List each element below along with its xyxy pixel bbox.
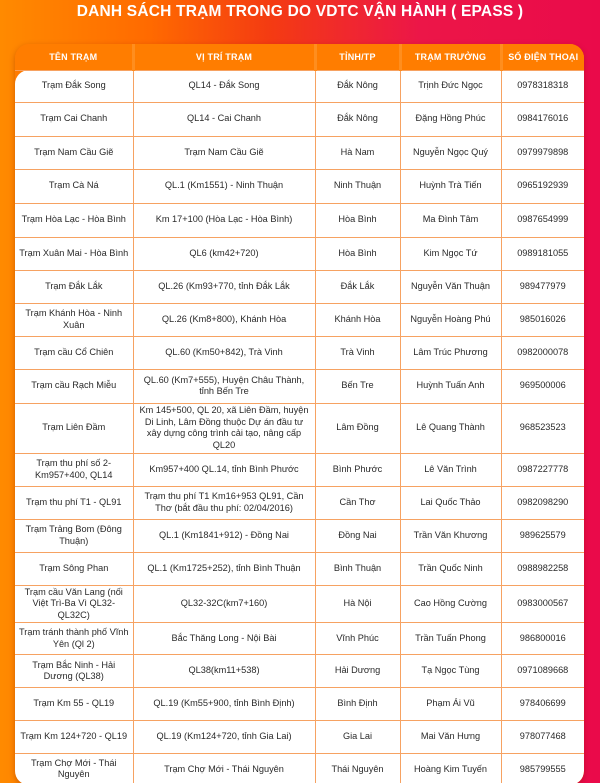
station-location: QL32-32C(km7+160) (133, 585, 315, 623)
table-row (15, 403, 584, 453)
table-row (15, 70, 584, 102)
table-row (15, 688, 584, 721)
station-location: QL.26 (Km93+770, tỉnh Đắk Lắk (133, 270, 315, 303)
station-phone: 0988982258 (501, 552, 584, 585)
station-manager: Đặng Hồng Phúc (400, 102, 501, 136)
station-location: QL.60 (Km50+842), Trà Vinh (133, 336, 315, 369)
table-row (15, 552, 584, 585)
station-phone: 0987227778 (501, 453, 584, 486)
station-province: Ninh Thuận (315, 169, 400, 203)
station-location: QL.19 (Km124+720, tỉnh Gia Lai) (133, 721, 315, 754)
table-row (15, 655, 584, 688)
station-manager: Cao Hồng Cường (400, 585, 501, 623)
station-name: Trạm thu phí số 2-Km957+400, QL14 (15, 453, 133, 486)
station-province: Gia Lai (315, 721, 400, 754)
station-name: Trạm Cai Chanh (15, 102, 133, 136)
station-manager: Trịnh Đức Ngọc (400, 70, 501, 102)
station-province: Vĩnh Phúc (315, 623, 400, 655)
station-table (15, 44, 584, 783)
station-name: Trạm Khánh Hòa - Ninh Xuân (15, 303, 133, 336)
station-name: Trạm thu phí T1 - QL91 (15, 486, 133, 519)
table-row (15, 754, 584, 783)
station-province: Đắk Lắk (315, 270, 400, 303)
table-row (15, 721, 584, 754)
station-name: Trạm Bắc Ninh - Hải Dương (QL38) (15, 655, 133, 688)
station-name: Trạm Nam Cầu Giẽ (15, 136, 133, 169)
station-location: QL.26 (Km8+800), Khánh Hòa (133, 303, 315, 336)
station-manager: Lâm Trúc Phương (400, 336, 501, 369)
station-province: Hà Nam (315, 136, 400, 169)
station-name: Trạm Km 55 - QL19 (15, 688, 133, 721)
station-province: Cần Thơ (315, 486, 400, 519)
table-row (15, 453, 584, 486)
station-location: QL14 - Đắk Song (133, 70, 315, 102)
station-name: Trạm cầu Văn Lang (nối Việt Trì-Ba Vì QL32-QL32C) (15, 585, 133, 623)
station-name: Trạm cầu Rạch Miễu (15, 369, 133, 403)
station-province: Hòa Bình (315, 203, 400, 237)
table-row (15, 369, 584, 403)
station-phone: 986800016 (501, 623, 584, 655)
station-name: Trạm Đắk Song (15, 70, 133, 102)
station-phone: 0965192939 (501, 169, 584, 203)
station-location: QL14 - Cai Chanh (133, 102, 315, 136)
column-header-province: TỈNH/TP (315, 44, 400, 70)
station-phone: 968523523 (501, 403, 584, 453)
station-name: Trạm cầu Cổ Chiên (15, 336, 133, 369)
station-name: Trạm Xuân Mai - Hòa Bình (15, 237, 133, 270)
station-location: Trạm thu phí T1 Km16+953 QL91, Cần Thơ (bắt đầu thu phí: 02/04/2016) (133, 486, 315, 519)
station-province: Đắk Nông (315, 102, 400, 136)
station-phone: 0971089668 (501, 655, 584, 688)
station-name: Trạm tránh thành phố Vĩnh Yên (Ql 2) (15, 623, 133, 655)
station-phone: 0978318318 (501, 70, 584, 102)
station-location: QL6 (km42+720) (133, 237, 315, 270)
station-province: Bình Định (315, 688, 400, 721)
station-phone: 0987654999 (501, 203, 584, 237)
station-province: Bình Phước (315, 453, 400, 486)
station-location: QL38(km11+538) (133, 655, 315, 688)
table-row (15, 585, 584, 623)
station-location: QL.1 (Km1725+252), tỉnh Bình Thuận (133, 552, 315, 585)
station-phone: 985016026 (501, 303, 584, 336)
station-name: Trạm Liên Đầm (15, 403, 133, 453)
station-province: Thái Nguyên (315, 754, 400, 783)
station-location: Km 145+500, QL 20, xã Liên Đầm, huyện Di Linh, Lâm Đồng thuộc Dự án đầu tư xây dựng công trình cải tạo, nâng cấp QL20 (133, 403, 315, 453)
station-manager: Huỳnh Tuấn Anh (400, 369, 501, 403)
column-header-manager: TRẠM TRƯỞNG (400, 44, 501, 70)
station-phone: 989625579 (501, 519, 584, 552)
station-name: Trạm Đắk Lắk (15, 270, 133, 303)
column-header-station-name: TÊN TRẠM (15, 44, 133, 70)
station-location: Km 17+100 (Hòa Lạc - Hòa Bình) (133, 203, 315, 237)
station-phone: 978077468 (501, 721, 584, 754)
station-province: Hòa Bình (315, 237, 400, 270)
column-header-location: VỊ TRÍ TRẠM (133, 44, 315, 70)
table-row (15, 169, 584, 203)
table-row (15, 303, 584, 336)
table-row (15, 270, 584, 303)
table-row (15, 486, 584, 519)
station-phone: 0982000078 (501, 336, 584, 369)
station-province: Đồng Nai (315, 519, 400, 552)
station-name: Trạm Hòa Lạc - Hòa Bình (15, 203, 133, 237)
station-location: QL.1 (Km1841+912) - Đồng Nai (133, 519, 315, 552)
station-province: Trà Vinh (315, 336, 400, 369)
page-title: DANH SÁCH TRẠM TRONG DO VDTC VẬN HÀNH ( EPASS ) (76, 3, 524, 20)
table-row (15, 203, 584, 237)
station-location: Km957+400 QL.14, tỉnh Bình Phước (133, 453, 315, 486)
station-manager: Ma Đình Tâm (400, 203, 501, 237)
station-province: Bình Thuận (315, 552, 400, 585)
station-manager: Nguyễn Ngọc Quý (400, 136, 501, 169)
station-manager: Lê Văn Trình (400, 453, 501, 486)
station-manager: Nguyễn Hoàng Phú (400, 303, 501, 336)
station-phone: 969500006 (501, 369, 584, 403)
station-phone: 0979979898 (501, 136, 584, 169)
station-manager: Trần Quốc Ninh (400, 552, 501, 585)
station-province: Hải Dương (315, 655, 400, 688)
station-phone: 0989181055 (501, 237, 584, 270)
station-manager: Mai Văn Hưng (400, 721, 501, 754)
station-phone: 989477979 (501, 270, 584, 303)
station-manager: Trần Tuấn Phong (400, 623, 501, 655)
station-phone: 0982098290 (501, 486, 584, 519)
table-row (15, 136, 584, 169)
station-location: QL.1 (Km1551) - Ninh Thuận (133, 169, 315, 203)
station-location: Trạm Chợ Mới - Thái Nguyên (133, 754, 315, 783)
station-location: Trạm Nam Cầu Giẽ (133, 136, 315, 169)
station-province: Lâm Đồng (315, 403, 400, 453)
station-location: QL.19 (Km55+900, tỉnh Bình Định) (133, 688, 315, 721)
station-location: Bắc Thăng Long - Nội Bài (133, 623, 315, 655)
station-name: Trạm Chợ Mới - Thái Nguyên (15, 754, 133, 783)
station-name: Trạm Cà Ná (15, 169, 133, 203)
station-province: Khánh Hòa (315, 303, 400, 336)
station-province: Đắk Nông (315, 70, 400, 102)
station-manager: Lê Quang Thành (400, 403, 501, 453)
station-manager: Kim Ngọc Tứ (400, 237, 501, 270)
station-province: Hà Nội (315, 585, 400, 623)
station-name: Trạm Km 124+720 - QL19 (15, 721, 133, 754)
table-body (15, 70, 584, 783)
station-name: Trạm Sông Phan (15, 552, 133, 585)
station-phone: 985799555 (501, 754, 584, 783)
table-row (15, 102, 584, 136)
station-name: Trạm Trảng Bom (Đông Thuận) (15, 519, 133, 552)
station-table-container (15, 44, 584, 783)
station-phone: 0984176016 (501, 102, 584, 136)
station-phone: 978406699 (501, 688, 584, 721)
column-header-phone: SỐ ĐIỆN THOẠI (501, 44, 584, 70)
table-row (15, 237, 584, 270)
station-manager: Huỳnh Trà Tiến (400, 169, 501, 203)
station-manager: Lai Quốc Thảo (400, 486, 501, 519)
station-manager: Nguyễn Văn Thuận (400, 270, 501, 303)
station-manager: Phạm Ái Vũ (400, 688, 501, 721)
station-province: Bến Tre (315, 369, 400, 403)
station-manager: Hoàng Kim Tuyến (400, 754, 501, 783)
station-manager: Trần Văn Khương (400, 519, 501, 552)
station-location: QL.60 (Km7+555), Huyện Châu Thành, tỉnh Bến Tre (133, 369, 315, 403)
table-row (15, 336, 584, 369)
station-manager: Tạ Ngọc Tùng (400, 655, 501, 688)
station-phone: 0983000567 (501, 585, 584, 623)
table-row (15, 519, 584, 552)
table-row (15, 623, 584, 655)
table-header-row (15, 44, 584, 70)
